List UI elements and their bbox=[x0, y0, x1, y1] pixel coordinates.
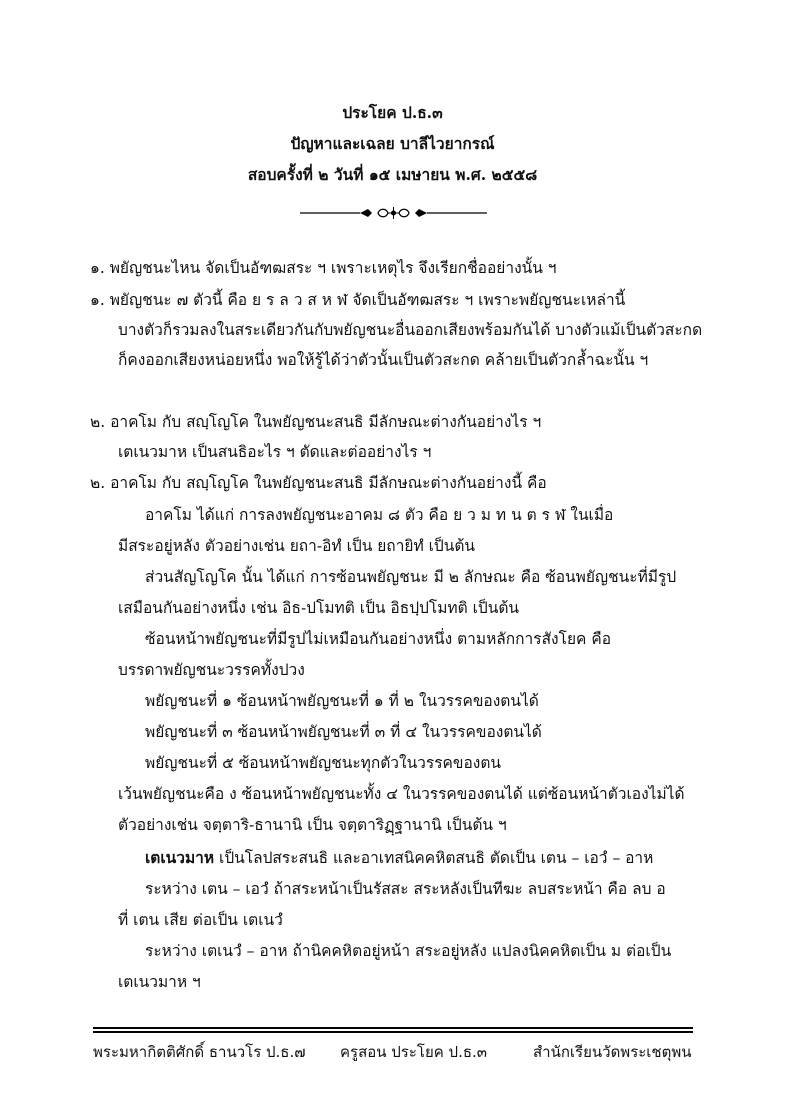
split-line: ระหว่าง เตน – เอวํ ถ้าสระหน้าเป็นรัสสะ สระหลังเป็นทีฆะ ลบสระหน้า คือ ลบ อ bbox=[145, 880, 666, 898]
split-line: ระหว่าง เตเนวํ – อาห ถ้านิคคหิตอยู่หน้า สระอยู่หลัง แปลงนิคคหิตเป็น ม ต่อเป็น bbox=[145, 942, 672, 960]
footer-role: ครูสอน ประโยค ป.ธ.๓ bbox=[340, 1043, 488, 1061]
question-2-line: เตเนวมาห เป็นสนธิอะไร ฯ ตัดและต่ออย่างไร ฯ bbox=[118, 443, 432, 461]
answer-2-line: เว้นพยัญชนะคือ ง ซ้อนหน้าพยัญชนะทั้ง ๔ ในวรรคของตนได้ แต่ซ้อนหน้าตัวเองไม่ได้ bbox=[118, 785, 685, 803]
answer-1-line: บางตัวก็รวมลงในสระเดียวกันกับพยัญชนะอื่นออกเสียงพร้อมกันได้ บางตัวแม้เป็นตัวสะกด bbox=[118, 321, 703, 339]
footer-author: พระมหากิตติศักดิ์ ธานวโร ป.ธ.๗ bbox=[93, 1043, 306, 1061]
answer-2-intro: ๒. อาคโม กับ สญฺโญโค ในพยัญชนะสนธิ มีลักษณะต่างกันอย่างนี้ คือ bbox=[90, 474, 547, 492]
answer-2-line: พยัญชนะที่ ๓ ซ้อนหน้าพยัญชนะที่ ๓ ที่ ๔ ในวรรคของตนได้ bbox=[145, 723, 542, 741]
footer-rule-bottom bbox=[93, 1031, 693, 1033]
page-title: ประโยค ป.ธ.๓ bbox=[342, 103, 443, 122]
question-2: ๒. อาคโม กับ สญฺโญโค ในพยัญชนะสนธิ มีลักษณะต่างกันอย่างไร ฯ bbox=[90, 413, 542, 431]
answer-2-line: อาคโม ได้แก่ การลงพยัญชนะอาคม ๘ ตัว คือ ย ว ม ท น ต ร ฬ ในเมื่อ bbox=[145, 506, 614, 524]
exam-date: สอบครั้งที่ ๒ วันที่ ๑๕ เมษายน พ.ศ. ๒๕๕๘ bbox=[247, 165, 538, 184]
footer-rule-top bbox=[93, 1027, 693, 1029]
tenevamaha-line bbox=[145, 848, 653, 868]
tenevamaha-explanation: เป็นโลปสระสนธิ และอาเทสนิคคหิตสนธิ ตัดเป็น เตน – เอวํ – อาห bbox=[214, 849, 654, 867]
split-line: ที่ เตน เสีย ต่อเป็น เตเนวํ bbox=[118, 911, 283, 929]
question-1: ๑. พยัญชนะไหน จัดเป็นอัฑฒสระ ฯ เพราะเหตุไร จึงเรียกชื่ออย่างนั้น ฯ bbox=[90, 259, 557, 277]
answer-2-line: ส่วนสัญโญโค นั้น ได้แก่ การซ้อนพยัญชนะ มี ๒ ลักษณะ คือ ซ้อนพยัญชนะที่มีรูป bbox=[145, 568, 677, 586]
answer-1-line: ก็คงออกเสียงหน่อยหนึ่ง พอให้รู้ได้ว่าตัวนั้นเป็นตัวสะกด คล้ายเป็นตัวกล้ำฉะนั้น ฯ bbox=[118, 351, 649, 369]
answer-2-line: ตัวอย่างเช่น จตฺตาริ-ธานานิ เป็น จตฺตาริฏฺฐานานิ เป็นต้น ฯ bbox=[118, 816, 507, 834]
answer-2-line: พยัญชนะที่ ๑ ซ้อนหน้าพยัญชนะที่ ๑ ที่ ๒ ในวรรคของตนได้ bbox=[145, 692, 539, 710]
page-subtitle: ปัญหาและเฉลย บาลีไวยากรณ์ bbox=[290, 134, 495, 153]
ornament-divider-icon bbox=[300, 205, 487, 221]
answer-2-line: พยัญชนะที่ ๕ ซ้อนหน้าพยัญชนะทุกตัวในวรรคของตน bbox=[145, 754, 502, 772]
split-line: เตเนวมาห ฯ bbox=[118, 973, 201, 991]
answer-2-line: บรรดาพยัญชนะวรรคทั้งปวง bbox=[118, 661, 305, 679]
footer-institution: สำนักเรียนวัดพระเชตุพน bbox=[533, 1043, 692, 1061]
answer-1-line: ๑. พยัญชนะ ๗ ตัวนี้ คือ ย ร ล ว ส ห ฬ จัดเป็นอัฑฒสระ ฯ เพราะพยัญชนะเหล่านี้ bbox=[90, 291, 626, 309]
tenevamaha-term: เตเนวมาห bbox=[145, 848, 215, 867]
answer-2-line: เสมือนกันอย่างหนึ่ง เช่น อิธ-ปโมทติ เป็น อิธปฺปโมทติ เป็นต้น bbox=[118, 599, 520, 617]
answer-2-line: มีสระอยู่หลัง ตัวอย่างเช่น ยถา-อิทํ เป็น ยถายิทํ เป็นต้น bbox=[118, 537, 476, 555]
answer-2-line: ซ้อนหน้าพยัญชนะที่มีรูปไม่เหมือนกันอย่างหนึ่ง ตามหลักการสังโยค คือ bbox=[145, 630, 611, 648]
